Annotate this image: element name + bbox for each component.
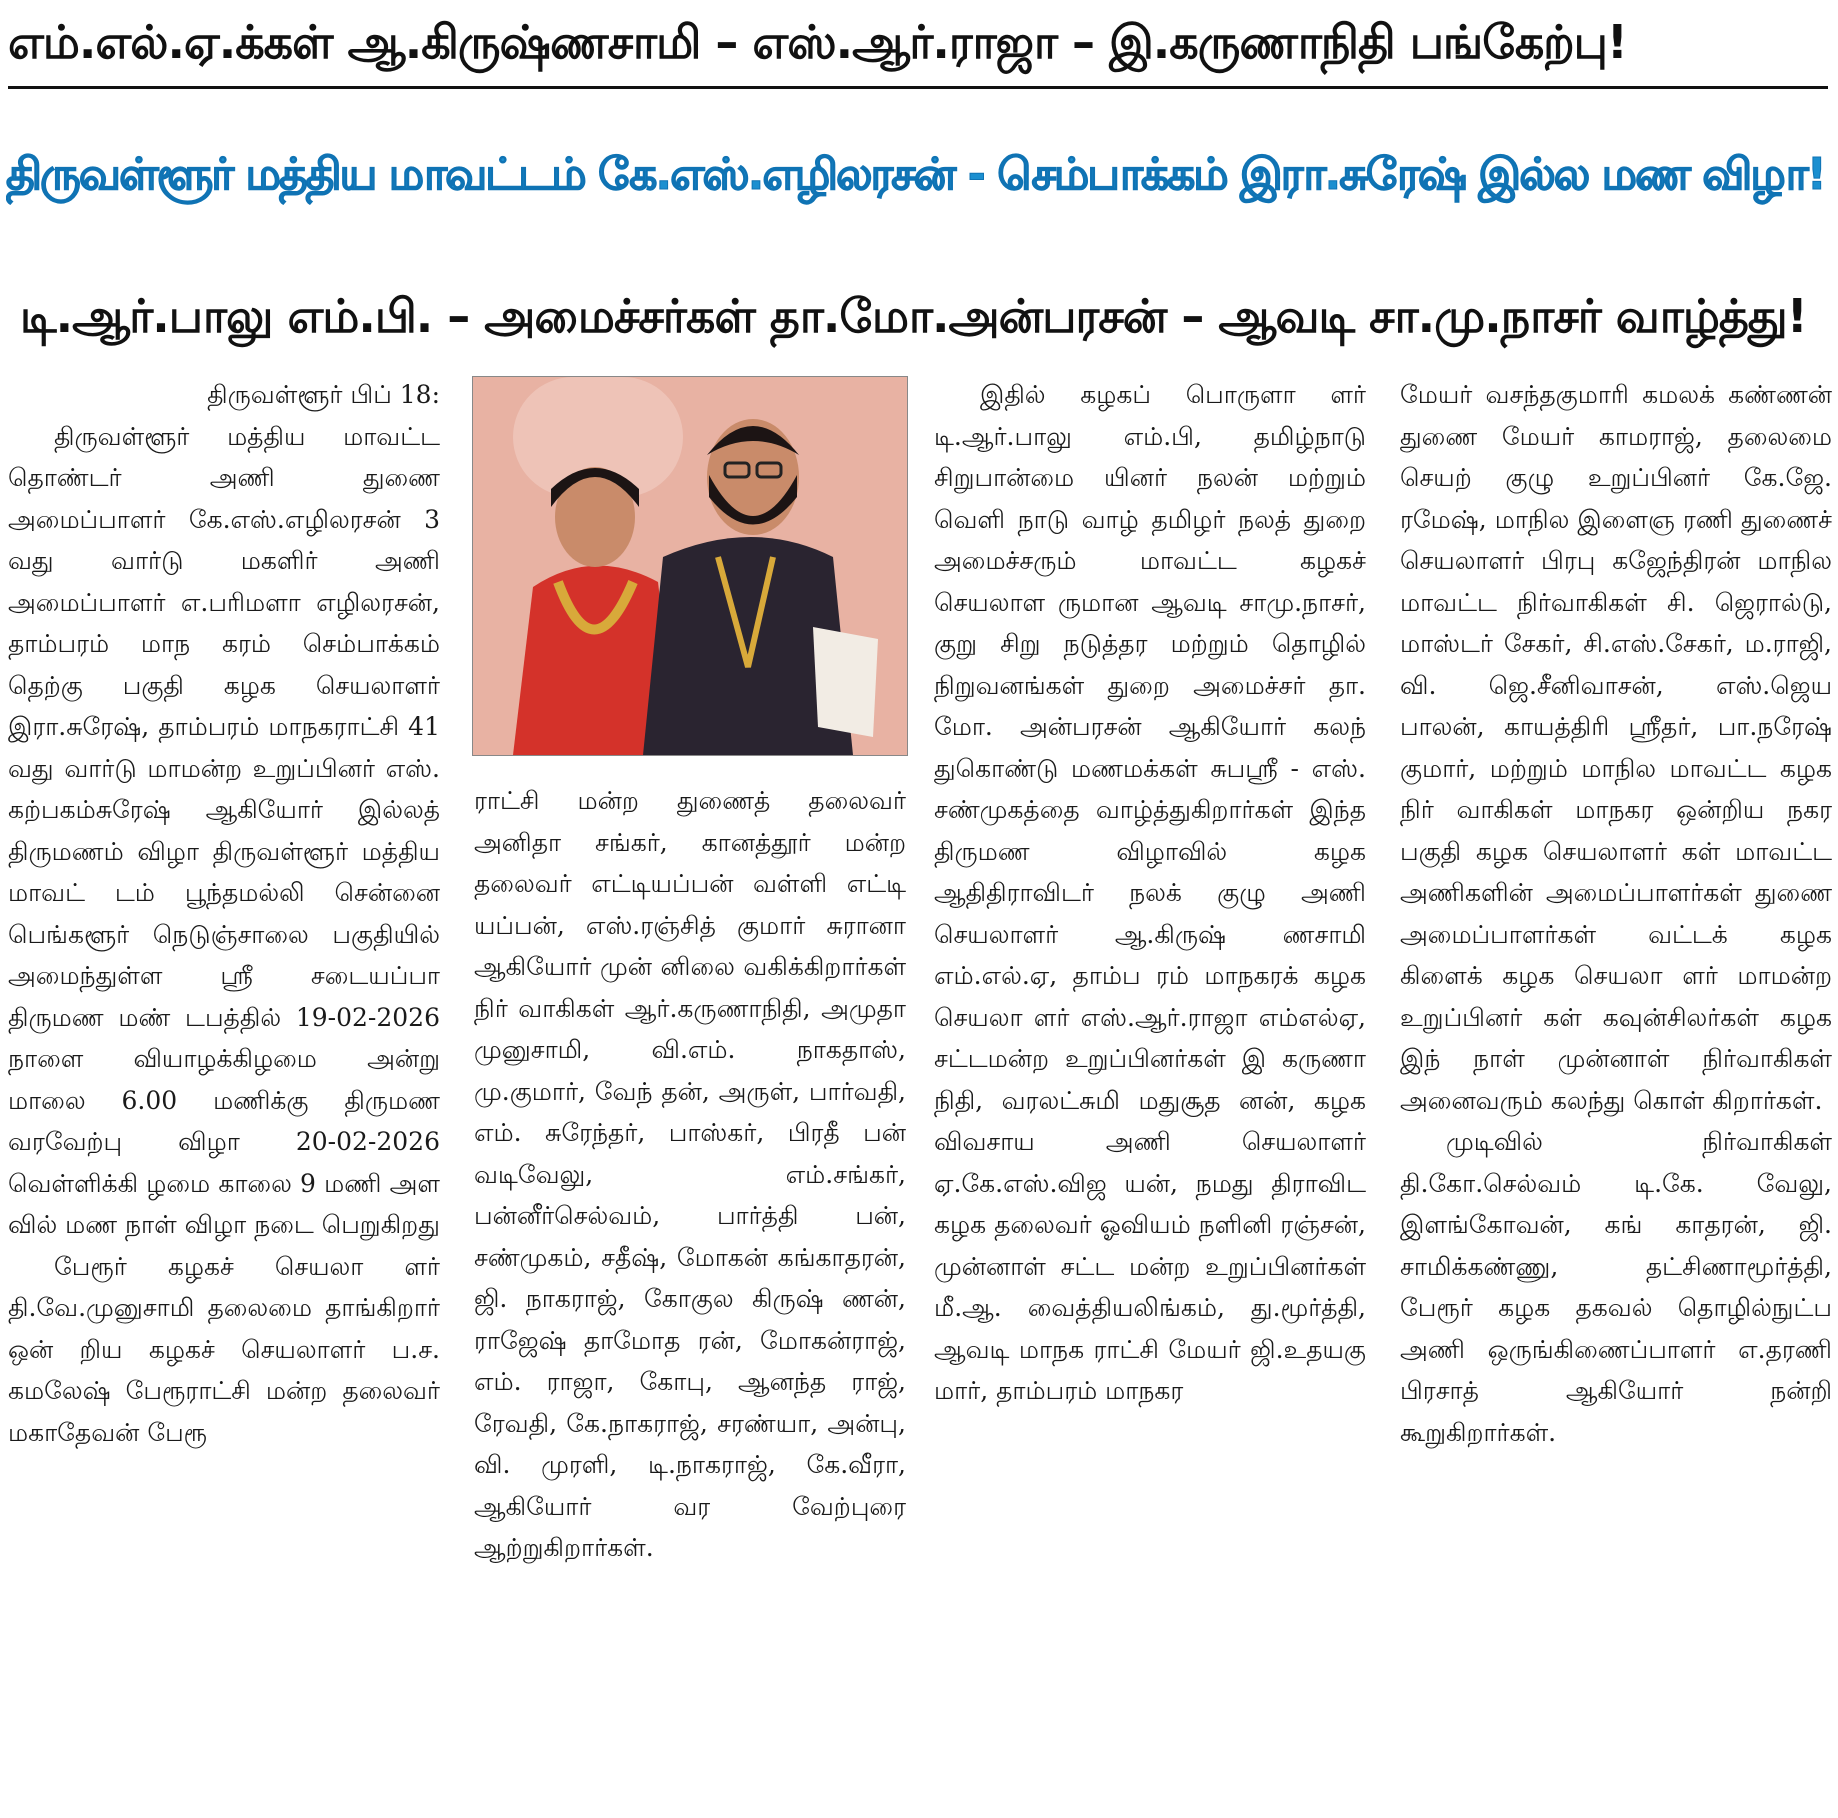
article-column-1 bbox=[8, 374, 440, 1814]
article-column-2 bbox=[474, 780, 906, 1814]
top-headline: எம்.எல்.ஏ.க்கள் ஆ.கிருஷ்ணசாமி – எஸ்.ஆர்.ராஜா – இ.கருணாநிதி பங்கேற்பு! bbox=[8, 15, 1627, 69]
headline-rule bbox=[8, 86, 1828, 89]
article-column-4 bbox=[1400, 374, 1832, 1814]
article-paragraph: இதில் கழகப் பொருளா ளர் டி.ஆர்.பாலு எம்.பி, தமிழ்நாடு சிறுபான்மை யினர் நலன் மற்றும் வெளி நாடு வாழ் தமிழர் நலத் துறை அமைச்சரும் மாவட்ட கழகச் செயலாள ருமான ஆவடி சாமு.நாசர், குறு சிறு நடுத்தர மற்றும் தொழில் நிறுவனங்கள் துறை அமைச்சர் தா. மோ. அன்பரசன் ஆகியோர் கலந் துகொண்டு மணமக்கள் சுபஸ்ரீ - எஸ். சண்முகத்தை வாழ்த்துகிறார்கள் இந்த திருமண விழாவில் கழக ஆதிதிராவிடர் நலக் குழு அணி செயலாளர் ஆ.கிருஷ் ணசாமி எம்.எல்.ஏ, தாம்ப ரம் மாநகரக் கழக செயலா ளர் எஸ்.ஆர்.ராஜா எம்எல்ஏ, சட்டமன்ற உறுப்பினர்கள் இ கருணா நிதி, வரலட்சுமி மதுசூத னன், கழக விவசாய அணி செயலாளர் ஏ.கே.எஸ்.விஜ யன், நமது திராவிட கழக தலைவர் ஓவியம் நளினி ரஞ்சன், முன்னாள் சட்ட மன்ற உறுப்பினர்கள் மீ.ஆ. வைத்தியலிங்கம், து.மூர்த்தி, ஆவடி மாநக ராட்சி மேயர் ஜி.உதயகு மார், தாம்பரம் மாநகர bbox=[934, 380, 1366, 1405]
couple-photo bbox=[472, 376, 908, 756]
article-column-3 bbox=[934, 374, 1366, 1814]
article-paragraph: முடிவில் நிர்வாகிகள் தி.கோ.செல்வம் டி.கே. வேலு, இளங்கோவன், கங் காதரன், ஜி. சாமிக்கண்ணு, தட்சிணாமூர்த்தி, பேரூர் கழக தகவல் தொழில்நுட்ப அணி ஒருங்கிணைப்பாளர் எ.தரணி பிரசாத் ஆகியோர் நன்றி கூறுகிறார்கள். bbox=[1400, 1127, 1832, 1447]
groom-shawl bbox=[813, 627, 878, 737]
article-paragraph: திருவள்ளூர் மத்திய மாவட்ட தொண்டர் அணி துணை அமைப்பாளர் கே.எஸ்.எழிலரசன் 3 வது வார்டு மகளிர் அணி அமைப்பாளர் எ.பரிமளா எழிலரசன், தாம்பரம் மாந கரம் செம்பாக்கம் தெற்கு பகுதி கழக செயலாளர் இரா.சுரேஷ், தாம்பரம் மாநகராட்சி 41 வது வார்டு மாமன்ற உறுப்பினர் எஸ். கற்பகம்சுரேஷ் ஆகியோர் இல்லத் திருமணம் விழா திருவள்ளூர் மத்திய மாவட் டம் பூந்தமல்லி சென்னை பெங்களூர் நெடுஞ்சாலை பகுதியில் அமைந்துள்ள ஸ்ரீ சடையப்பா திருமண மண் டபத்தில் 19-02-2026 நாளை வியாழக்கிழமை அன்று மாலை 6.00 மணிக்கு திருமண வரவேற்பு விழா 20-02-2026 வெள்ளிக்கி ழமை காலை 9 மணி அள வில் மண நாள் விழா நடை பெறுகிறது bbox=[8, 421, 440, 1239]
article-paragraph: பேரூர் கழகச் செயலா ளர் தி.வே.முனுசாமி தலைமை தாங்கிறார் ஒன் றிய கழகச் செயலாளர் ப.ச. கமலேஷ் பேரூராட்சி மன்ற தலைவர் மகாதேவன் பேரூ bbox=[8, 1251, 440, 1447]
article-paragraph: ராட்சி மன்ற துணைத் தலைவர் அனிதா சங்கர், கானத்தூர் மன்ற தலைவர் எட்டியப்பன் வள்ளி எட்டி யப்பன், எஸ்.ரஞ்சித் குமார் சுரானா ஆகியோர் முன் னிலை வகிக்கிறார்கள் நிர் வாகிகள் ஆர்.கருணாநிதி, அமுதா முனுசாமி, வி.எம். நாகதாஸ், மு.குமார், வேந் தன், அருள், பார்வதி, எம். சுரேந்தர், பாஸ்கர், பிரதீ பன் வடிவேலு, எம்.சங்கர், பன்னீர்செல்வம், பார்த்தி பன், சண்முகம், சதீஷ், மோகன் கங்காதரன், ஜி. நாகராஜ், கோகுல கிருஷ் ணன், ராஜேஷ் தாமோத ரன், மோகன்ராஜ், எம். ராஜா, கோபு, ஆனந்த ராஜ், ரேவதி, கே.நாகராஜ், சரண்யா, அன்பு, வி. முரளி, டி.நாகராஜ், கே.வீரா, ஆகியோர் வர வேற்புரை ஆற்றுகிறார்கள். bbox=[474, 786, 906, 1562]
article-paragraph: மேயர் வசந்தகுமாரி கமலக் கண்ணன் துணை மேயர் காமராஜ், தலைமை செயற் குழு உறுப்பினர் கே.ஜே. ரமேஷ், மாநில இளைஞ ரணி துணைச் செயலாளர் பிரபு கஜேந்திரன் மாநில மாவட்ட நிர்வாகிகள் சி. ஜெரால்டு, மாஸ்டர் சேகர், சி.எஸ்.சேகர், ம.ராஜி, வி. ஜெ.சீனிவாசன், எஸ்.ஜெய பாலன், காயத்திரி ஸ்ரீதர், பா.நரேஷ் குமார், மற்றும் மாநில மாவட்ட கழக நிர் வாகிகள் மாநகர ஒன்றிய நகர பகுதி கழக செயலாளர் கள் மாவட்ட அணிகளின் அமைப்பாளர்கள் துணை அமைப்பாளர்கள் வட்டக் கழக கிளைக் கழக செயலா ளர் மாமன்ற உறுப்பினர் கள் கவுன்சிலர்கள் கழக இந் நாள் முன்னாள் நிர்வாகிகள் அனைவரும் கலந்து கொள் கிறார்கள். bbox=[1400, 380, 1832, 1115]
sub-headline: டி.ஆர்.பாலு எம்.பி. – அமைச்சர்கள் தா.மோ.அன்பரசன் – ஆவடி சா.மு.நாசர் வாழ்த்து! bbox=[20, 289, 1807, 343]
dateline: திருவள்ளூர் பிப் 18: bbox=[207, 380, 440, 409]
main-headline: திருவள்ளூர் மத்திய மாவட்டம் கே.எஸ்.எழிலரசன் - செம்பாக்கம் இரா.சுரேஷ் இல்ல மண விழா! bbox=[6, 149, 1825, 200]
couple-photo-illustration bbox=[473, 377, 907, 755]
